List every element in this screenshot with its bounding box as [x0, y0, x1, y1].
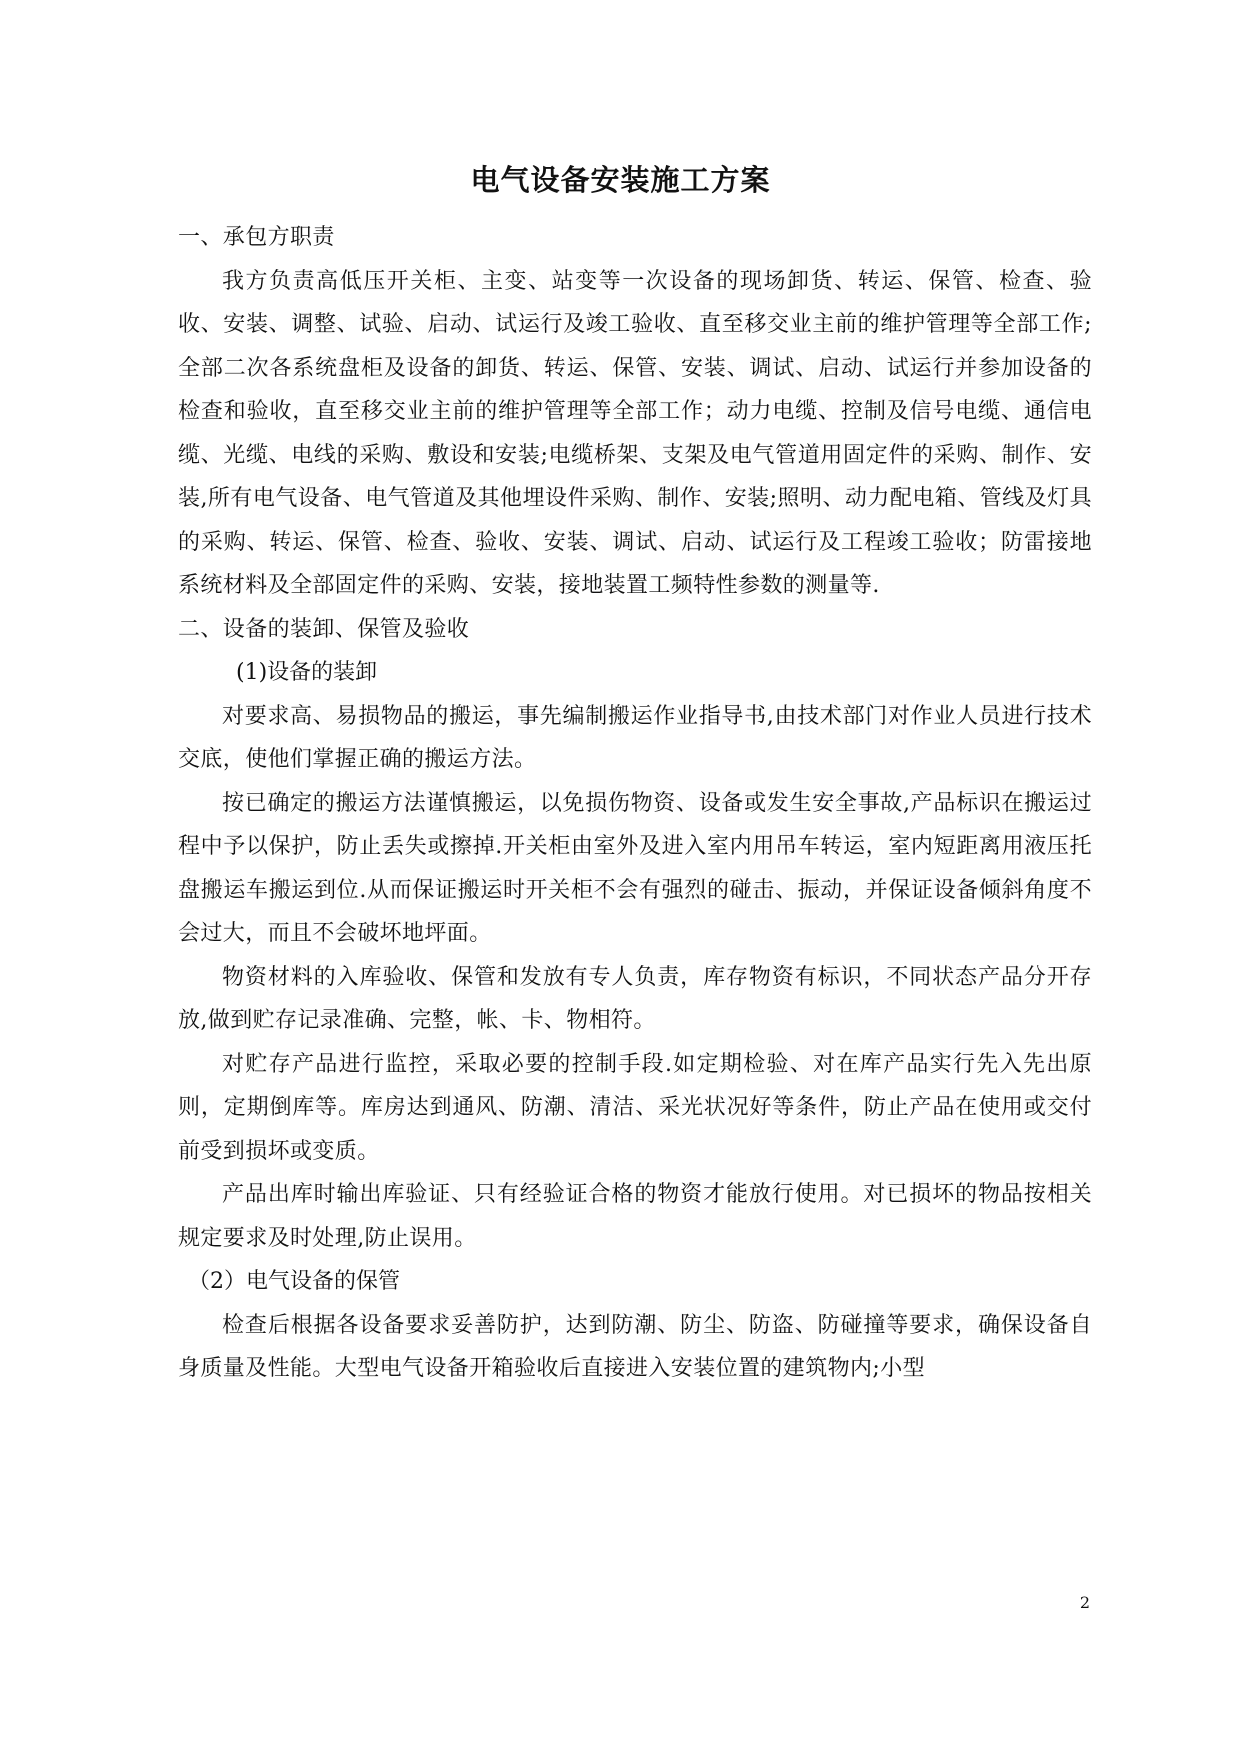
paragraph-outbound-verification: 产品出库时输出库验证、只有经验证合格的物资才能放行使用。对已损坏的物品按相关规定要求及时处理,防止误用。 [178, 1182, 1092, 1251]
paragraph-storage-protection: 检查后根据各设备要求妥善防护，达到防潮、防尘、防盗、防碰撞等要求，确保设备自身质量及性能。大型电气设备开箱验收后直接进入安装位置的建筑物内;小型 [178, 1312, 1092, 1381]
paragraph-contractor-scope: 我方负责高低压开关柜、主变、站变等一次设备的现场卸货、转运、保管、检查、验收、安装、调整、试验、启动、试运行及竣工验收、直至移交业主前的维护管理等全部工作;全部二次各系统盘柜及设备的卸货、转运、保管、安装、调试、启动、试运行并参加设备的检查和验收，直至移交业主前的维护管理等全部工作；动力电缆、控制及信号电缆、通信电缆、光缆、电线的采购、敷设和安装;电缆桥架、支架及电气管道用固定件的采购、制作、安装,所有电气设备、电气管道及其他埋设件采购、制作、安装;照明、动力配电箱、管线及灯具的采购、转运、保管、检查、验收、安装、调试、启动、试运行及工程竣工验收；防雷接地系统材料及全部固定件的采购、安装，接地装置工频特性参数的测量等. [178, 268, 1092, 598]
paragraph-handling-instructions: 对要求高、易损物品的搬运，事先编制搬运作业指导书,由技术部门对作业人员进行技术交底，使他们掌握正确的搬运方法。 [178, 703, 1092, 772]
subheading-equipment-storage: （2）电气设备的保管 [188, 1269, 400, 1294]
subheading-equipment-loading: (1)设备的装卸 [236, 660, 378, 685]
page-number: 2 [1079, 1593, 1090, 1612]
document-body [178, 216, 1092, 1391]
paragraph-careful-transport: 按已确定的搬运方法谨慎搬运，以免损伤物资、设备或发生安全事故,产品标识在搬运过程中予以保护，防止丢失或擦掉.开关柜由室外及进入室内用吊车转运，室内短距离用液压托盘搬运车搬运到位.从而保证搬运时开关柜不会有强烈的碰击、振动，并保证设备倾斜角度不会过大，而且不会破坏地坪面。 [178, 790, 1092, 946]
section-heading-contractor-duties: 一、承包方职责 [178, 225, 335, 250]
paragraph-warehouse-receiving: 物资材料的入库验收、保管和发放有专人负责，库存物资有标识，不同状态产品分开存放,做到贮存记录准确、完整，帐、卡、物相符。 [178, 964, 1092, 1033]
section-heading-equipment-handling: 二、设备的装卸、保管及验收 [178, 616, 470, 642]
document-title: 电气设备安装施工方案 [470, 163, 771, 197]
paragraph-storage-monitoring: 对贮存产品进行监控，采取必要的控制手段.如定期检验、对在库产品实行先入先出原则，定期倒库等。库房达到通风、防潮、清洁、采光状况好等条件，防止产品在使用或交付前受到损坏或变质。 [178, 1051, 1092, 1164]
